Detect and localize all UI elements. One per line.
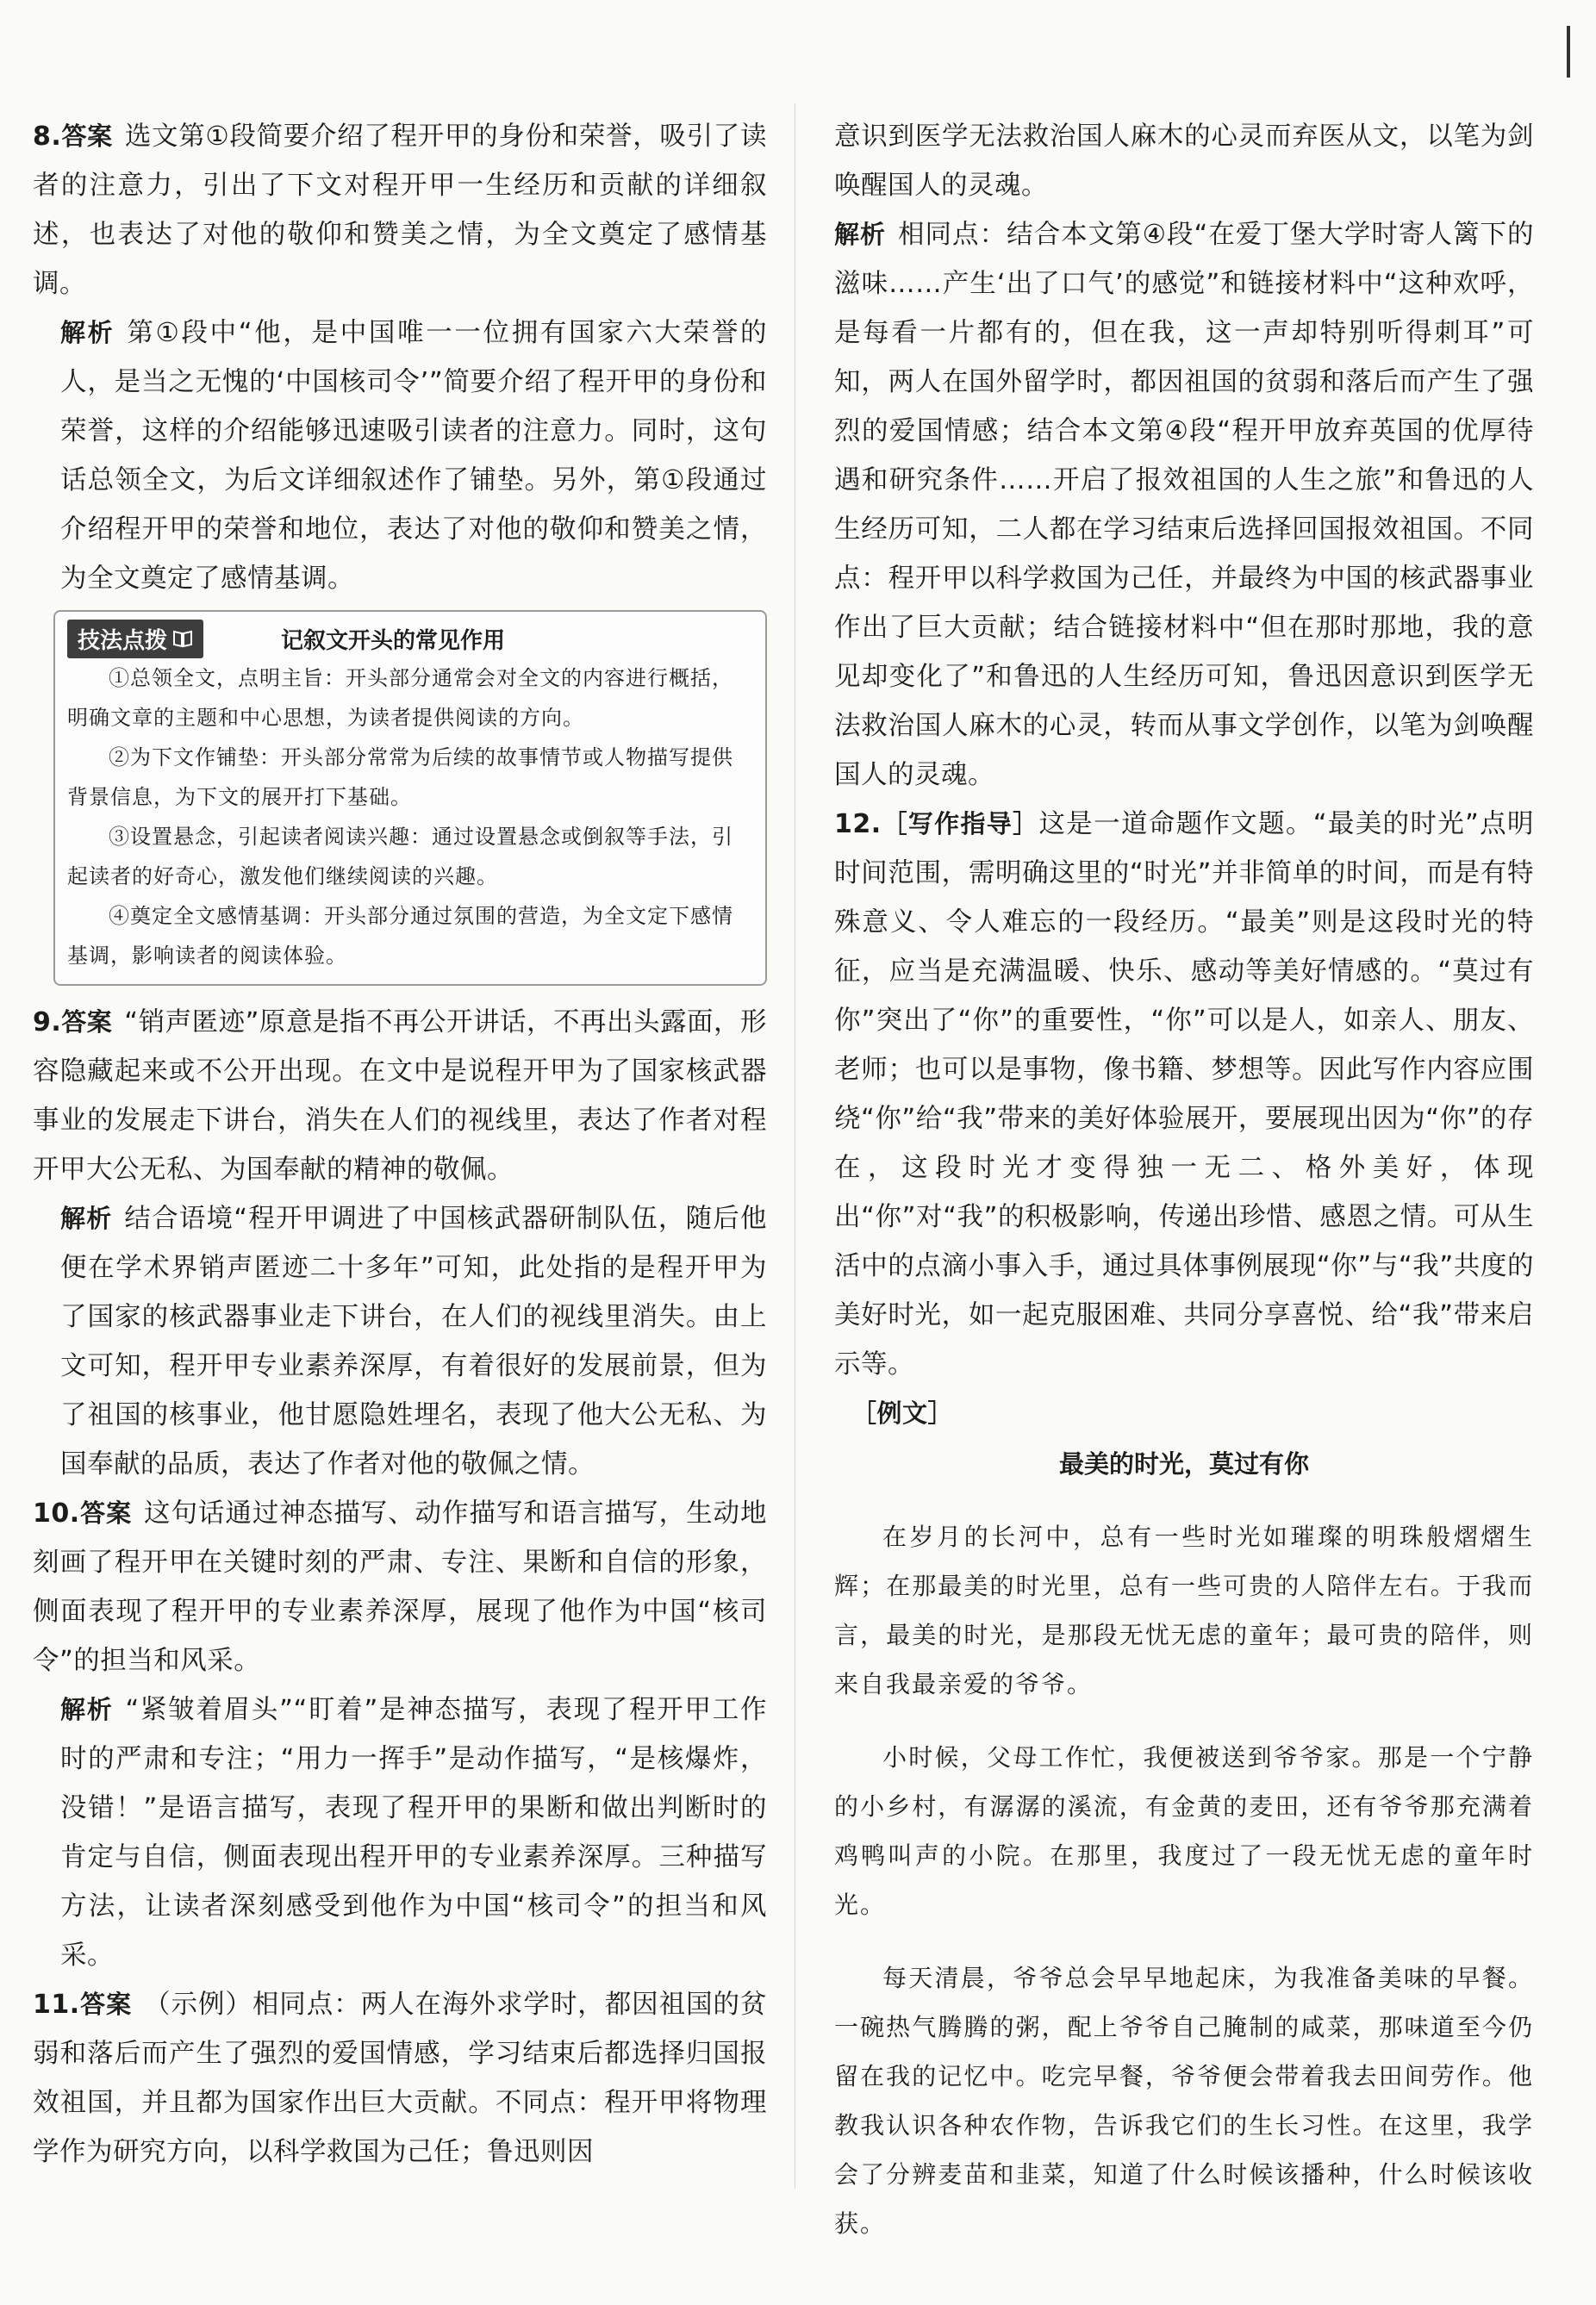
sample-label: ［例文］	[851, 1399, 954, 1428]
q8-analysis-label: 解析	[60, 318, 115, 347]
q9-answer	[33, 998, 767, 1194]
book-icon	[172, 629, 193, 648]
tip-line-4: ④奠定全文感情基调：开头部分通过氛围的营造，为全文定下感情基调，影响读者的阅读体验。	[67, 904, 733, 968]
q8-answer-text: 选文第①段简要介绍了程开甲的身份和荣誉，吸引了读者的注意力，引出了下文对程开甲一生经历和贡献的详细叙述，也表达了对他的敬仰和赞美之情，为全文奠定了感情基调。	[33, 121, 767, 299]
tip-title: 记叙文开头的常见作用	[281, 627, 506, 654]
q8-number: 8.	[33, 121, 62, 152]
q10-answer-text: 这句话通过神态描写、动作描写和语言描写，生动地刻画了程开甲在关键时刻的严肃、专注、果断和自信的形象，侧面表现了程开甲的专业素养深厚，展现了他作为中国“核司令”的担当和风采。	[33, 1498, 767, 1676]
q11-analysis	[834, 210, 1534, 800]
q9-analysis-text: 结合语境“程开甲调进了中国核武器研制队伍，随后他便在学术界销声匿迹二十多年”可知，此处指的是程开甲为了国家的核武器事业走下讲台，在人们的视线里消失。由上文可知，程开甲专业素养深厚，有着很好的发展前景，但为了祖国的核事业，他甘愿隐姓埋名，表现了他大公无私、为国奉献的品质，表达了作者对他的敬佩之情。	[60, 1204, 767, 1480]
q10-answer-label: 答案	[79, 1498, 133, 1528]
tip-tag-label: 技法点拨	[78, 627, 168, 654]
q10-analysis	[33, 1685, 767, 1980]
question-10	[33, 1489, 767, 1980]
q10-answer	[33, 1489, 767, 1685]
q11-answer-label: 答案	[79, 1990, 133, 2019]
q12-number: 12.	[834, 809, 882, 839]
q9-analysis	[33, 1194, 767, 1489]
q9-answer-label: 答案	[61, 1007, 113, 1037]
tip-box	[53, 610, 767, 986]
right-column	[834, 112, 1534, 2272]
q10-number: 10.	[33, 1498, 80, 1529]
q11-answer-continued: 意识到医学无法救治国人麻木的心灵而弃医从文，以笔为剑唤醒国人的灵魂。	[834, 121, 1534, 201]
q9-number: 9.	[33, 1007, 62, 1037]
question-11	[33, 1980, 767, 2177]
page-edge-mark	[1567, 26, 1570, 78]
tip-line-3: ③设置悬念，引起读者阅读兴趣：通过设置悬念或倒叙等手法，引起读者的好奇心，激发他们继续阅读的兴趣。	[67, 825, 733, 888]
question-8	[33, 112, 767, 603]
q10-analysis-label: 解析	[60, 1695, 114, 1724]
sample-title: 最美的时光，莫过有你	[1058, 1449, 1309, 1479]
q8-analysis-text: 第①段中“他，是中国唯一一位拥有国家六大荣誉的人，是当之无愧的‘中国核司令’”简要介绍了程开甲的身份和荣誉，这样的介绍能够迅速吸引读者的注意力。同时，这句话总领全文，为后文详细叙述作了铺垫。另外，第①段通过介绍程开甲的荣誉和地位，表达了对他的敬仰和赞美之情，为全文奠定了感情基调。	[60, 318, 767, 594]
tip-tag	[67, 620, 203, 658]
q12-guide-label: ［写作指导］	[881, 809, 1039, 838]
question-9	[33, 998, 767, 1489]
q9-analysis-label: 解析	[60, 1204, 113, 1233]
question-12	[834, 800, 1534, 2248]
sample-paragraph-2: 小时候，父母工作忙，我便被送到爷爷家。那是一个宁静的小乡村，有潺潺的溪流，有金黄的麦田，还有爷爷那充满着鸡鸭叫声的小院。在那里，我度过了一段无忧无虑的童年时光。	[834, 1743, 1534, 1919]
q11-answer-text: （示例）相同点：两人在海外求学时，都因祖国的贫弱和落后而产生了强烈的爱国情感，学习结束后都选择归国报效祖国，并且都为国家作出巨大贡献。不同点：程开甲将物理学作为研究方向，以科学救国为己任；鲁迅则因	[33, 1990, 767, 2167]
q12-guide-text: 这是一道命题作文题。“最美的时光”点明时间范围，需明确这里的“时光”并非简单的时间，而是有特殊意义、令人难忘的一段经历。“最美”则是这段时光的特征，应当是充满温暖、快乐、感动等美好情感的。“莫过有你”突出了“你”的重要性，“你”可以是人，如亲人、朋友、老师；也可以是事物，像书籍、梦想等。因此写作内容应围绕“你”给“我”带来的美好体验展开，要展现出因为“你”的存在，这段时光才变得独一无二、格外美好，体现出“你”对“我”的积极影响，传递出珍惜、感恩之情。可从生活中的点滴小事入手，通过具体事例展现“你”与“我”共度的美好时光，如一起克服困难、共同分享喜悦、给“我”带来启示等。	[834, 809, 1534, 1380]
q10-analysis-text: “紧皱着眉头”“盯着”是神态描写，表现了程开甲工作时的严肃和专注；“用力一挥手”是动作描写，“是核爆炸，没错！”是语言描写，表现了程开甲的果断和做出判断时的肯定与自信，侧面表现出程开甲的专业素养深厚。三种描写方法，让读者深刻感受到他作为中国“核司令”的担当和风采。	[60, 1695, 767, 1971]
q8-answer	[33, 112, 767, 308]
tip-line-2: ②为下文作铺垫：开头部分常常为后续的故事情节或人物描写提供背景信息，为下文的展开打下基础。	[67, 745, 733, 809]
q11-answer	[33, 1980, 767, 2177]
q11-analysis-label: 解析	[834, 220, 887, 249]
sample-paragraph-3: 每天清晨，爷爷总会早早地起床，为我准备美味的早餐。一碗热气腾腾的粥，配上爷爷自己腌制的咸菜，那味道至今仍留在我的记忆中。吃完早餐，爷爷便会带着我去田间劳作。他教我认识各种农作物，告诉我它们的生长习性。在这里，我学会了分辨麦苗和韭菜，知道了什么时候该播种，什么时候该收获。	[834, 1964, 1534, 2238]
q12-guide	[834, 800, 1534, 1389]
tip-header	[67, 619, 753, 658]
q8-analysis	[33, 308, 767, 603]
q12-sample-label	[834, 1389, 1534, 1438]
q9-answer-text: “销声匿迹”原意是指不再公开讲话，不再出头露面，形容隐藏起来或不公开出现。在文中是说程开甲为了国家核武器事业的发展走下讲台，消失在人们的视线里，表达了作者对程开甲大公无私、为国奉献的精神的敬佩。	[33, 1007, 767, 1185]
left-column	[33, 112, 767, 2177]
q8-answer-label: 答案	[61, 121, 113, 151]
tip-line-1: ①总领全文，点明主旨：开头部分通常会对全文的内容进行概括，明确文章的主题和中心思想，为读者提供阅读的方向。	[67, 666, 733, 730]
q11-number: 11.	[33, 1990, 80, 2020]
sample-paragraph-1: 在岁月的长河中，总有一些时光如璀璨的明珠般熠熠生辉；在那最美的时光里，总有一些可贵的人陪伴左右。于我而言，最美的时光，是那段无忧无虑的童年；最可贵的陪伴，则来自我最亲爱的爷爷。	[834, 1523, 1534, 1698]
q11-analysis-text: 相同点：结合本文第④段“在爱丁堡大学时寄人篱下的滋味……产生‘出了口气’的感觉”和链接材料中“这种欢呼，是每看一片都有的，但在我，这一声却特别听得刺耳”可知，两人在国外留学时，都因祖国的贫弱和落后而产生了强烈的爱国情感；结合本文第④段“程开甲放弃英国的优厚待遇和研究条件……开启了报效祖国的人生之旅”和鲁迅的人生经历可知，二人都在学习结束后选择回国报效祖国。不同点：程开甲以科学救国为己任，并最终为中国的核武器事业作出了巨大贡献；结合链接材料中“但在那时那地，我的意见却变化了”和鲁迅的人生经历可知，鲁迅因意识到医学无法救治国人麻木的心灵，转而从事文学创作，以笔为剑唤醒国人的灵魂。	[834, 220, 1534, 790]
